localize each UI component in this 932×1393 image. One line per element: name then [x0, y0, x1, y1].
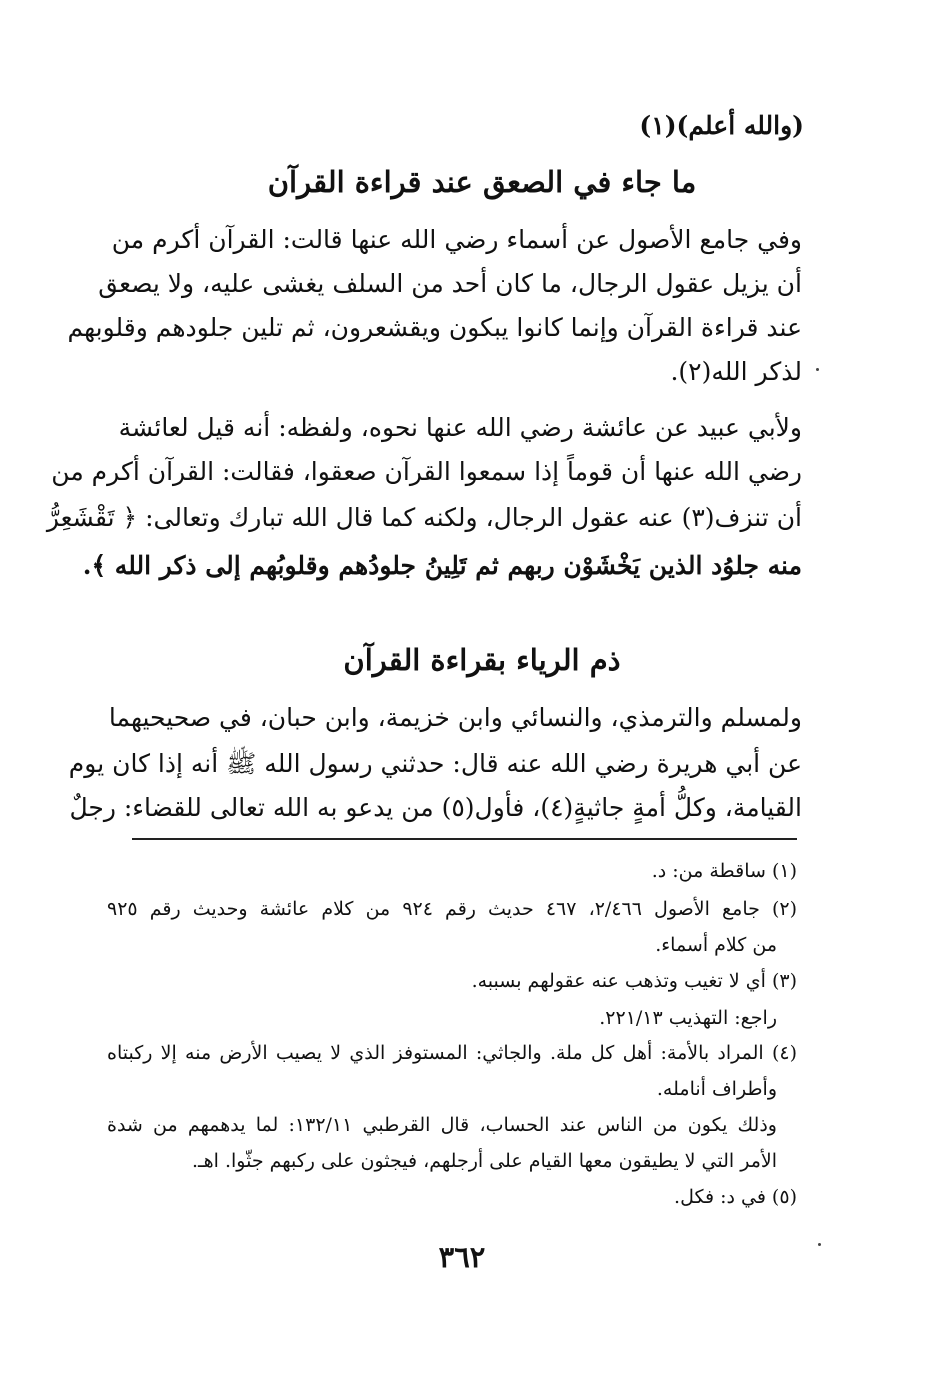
body-line: عن أبي هريرة رضي الله عنه قال: حدثني رسول الله ﷺ أنه إذا كان يوم	[68, 749, 802, 778]
body-line: أن تنزف(٣) عنه عقول الرجال، ولكنه كما قال الله تبارك وتعالى: ﴿ تَقْشَعِرُّ	[46, 503, 802, 532]
quran-verse-line: منه جلوُد الذين يَخْشَوْن ربهم ثم تَلِينُ جلودُهم وقلوبُهم إلى ذكر الله ﴾.	[82, 551, 802, 580]
section-title-riya: ذم الرياء بقراءة القرآن	[343, 643, 621, 677]
body-line: ولمسلم والترمذي، والنسائي وابن خزيمة، وابن حبان، في صحيحيهما	[108, 703, 802, 732]
footnote-line: الأمر التي لا يطيقون معها القيام على أرجلهم، فيجثون على ركبهم جثّوا. اهـ.	[192, 1150, 777, 1172]
stray-dot	[816, 368, 819, 371]
body-line: رضي الله عنها أن قوماً إذا سمعوا القرآن صعقوا، فقالت: القرآن أكرم من	[51, 457, 802, 486]
stray-dot	[818, 1243, 821, 1246]
footnote-line: وأطراف أنامله.	[656, 1078, 777, 1100]
body-line: القيامة، وكلُّ أمةٍ جاثيةٍ(٤)، فأول(٥) من يدعو به الله تعالى للقضاء: رجلٌ	[69, 793, 802, 822]
body-line: ولأبي عبيد عن عائشة رضي الله عنها نحوه، ولفظه: أنه قيل لعائشة	[118, 413, 802, 442]
section-title-sa'q: ما جاء في الصعق عند قراءة القرآن	[267, 165, 697, 199]
footnote-line: من كلام أسماء.	[655, 934, 777, 956]
opening-line: (والله أعلم)(١)	[639, 111, 804, 140]
footnote-line: (٥) في د: فكل.	[674, 1186, 797, 1208]
footnote-line: (٣) أي لا تغيب وتذهب عنه عقولهم بسببه.	[471, 970, 797, 992]
footnote-line: (٢) جامع الأصول ٢/٤٦٦، ٤٦٧ حديث رقم ٩٢٤ من كلام عائشة وحديث رقم ٩٢٥	[107, 898, 798, 920]
footnote-line: (٤) المراد بالأمة: أهل كل ملة. والجاثي: المستوفز الذي لا يصيب الأرض منه إلا ركبتاه	[107, 1042, 797, 1064]
body-line: وفي جامع الأصول عن أسماء رضي الله عنها قالت: القرآن أكرم من	[111, 225, 802, 254]
footnote-line: راجع: التهذيب ٢٢١/١٣.	[599, 1007, 777, 1029]
body-line: عند قراءة القرآن وإنما كانوا يبكون ويقشعرون، ثم تلين جلودهم وقلوبهم	[67, 313, 802, 342]
body-line: أن يزيل عقول الرجال، ما كان أحد من السلف يغشى عليه، ولا يصعق	[98, 269, 802, 298]
page-number: ٣٦٢	[438, 1240, 486, 1274]
body-line: لذكر الله(٢).	[670, 357, 802, 386]
footnote-line: (١) ساقطة من: د.	[651, 860, 797, 882]
footnote-divider	[132, 838, 797, 840]
footnote-line: وذلك يكون من الناس عند الحساب، قال القرطبي ١٣٢/١١: لما يدهمهم من شدة	[107, 1114, 777, 1136]
